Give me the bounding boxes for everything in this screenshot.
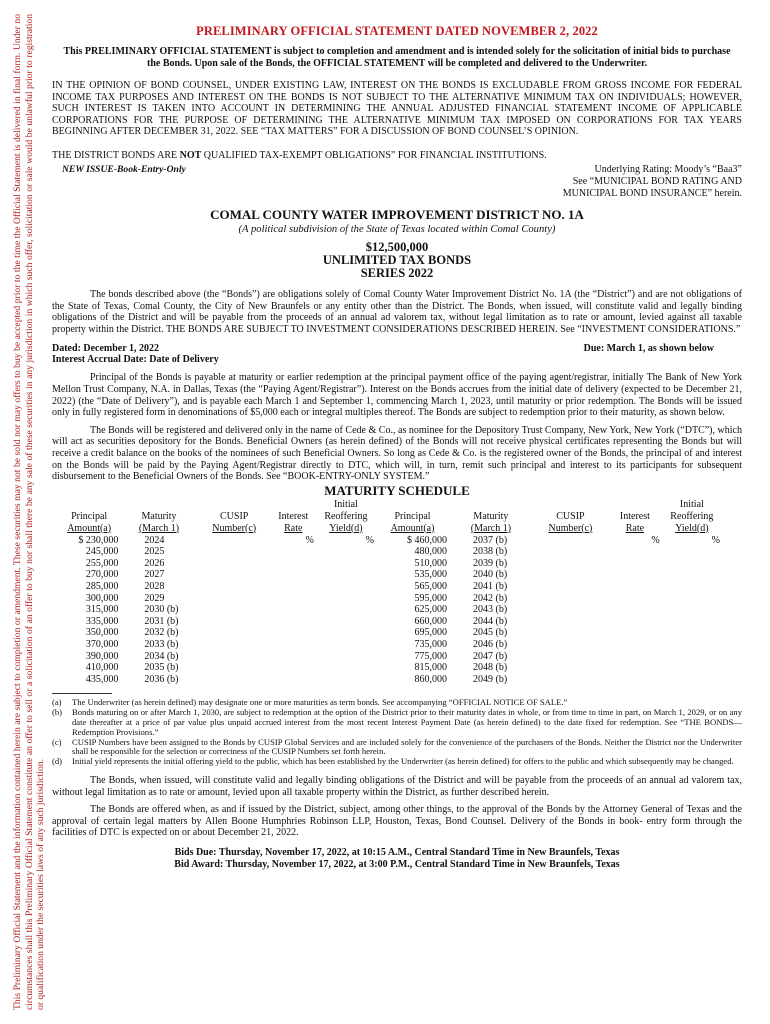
principal-amount-cell: 535,000 (414, 569, 448, 581)
principal-header: Principal (394, 510, 431, 522)
reoffering-yield-cell (662, 674, 722, 686)
cusip-cell (198, 535, 271, 547)
reoffering-yield-cell (662, 593, 722, 605)
redemption-note: (b) (495, 650, 508, 662)
principal-payment-paragraph: Principal of the Bonds is payable at maturity or earlier redemption at the principal payment office of the paying agent/registrar, initially The Bank of New York Mellon Trust Company, N.A. in Dallas, Texas (the “Paying Agent/Registrar”). Interest on the Bonds accrues from the initial date of delivery (expected to be December 21, 2022) (the “Date of Delivery”), and is payable each March 1 and September 1, commencing March 1, 2023, until maturity or prior redemption. The Bonds will be issued only in fully registered form in denominations of $5,000 each or integral multiples thereof. The Bonds are subject to redemption prior to their maturity, as shown below. (52, 372, 742, 419)
maturity-cell (449, 627, 533, 639)
maturity-year: 2048 (473, 662, 494, 674)
cusip-cell (533, 627, 608, 639)
bond-series: SERIES 2022 (360, 265, 434, 280)
cusip-cell (198, 662, 271, 674)
maturity-header: Maturity (473, 510, 509, 522)
maturity-cell (449, 546, 533, 558)
bond-amount: $12,500,000 (365, 239, 429, 254)
redemption-note: (b) (495, 592, 508, 604)
interest-rate-cell (271, 662, 316, 674)
maturity-subheader: (March 1) (470, 522, 512, 534)
interest-rate-cell (608, 674, 662, 686)
interest-rate-cell (608, 558, 662, 570)
table-row (58, 604, 722, 616)
rating-block (563, 164, 742, 200)
footnote-text: The Underwriter (as herein defined) may designate one or more maturities as term bonds. See accompanying “OFFICIAL NOTICE OF SALE.” (72, 697, 568, 708)
footnote-divider (52, 693, 112, 694)
reoffering-yield-cell (316, 662, 376, 674)
table-row (58, 639, 722, 651)
maturity-year: 2025 (144, 546, 165, 558)
rate-header: Interest (619, 510, 650, 522)
table-row (58, 535, 722, 547)
principal-amount-cell: 335,000 (85, 615, 119, 627)
cusip-cell (533, 651, 608, 663)
maturity-year: 2033 (144, 639, 165, 651)
tax-opinion-paragraph: IN THE OPINION OF BOND COUNSEL, UNDER EXISTING LAW, INTEREST ON THE BONDS IS EXCLUDABLE FROM GROSS INCOME FOR FEDERAL INCOME TAX PURPOSES AND INTEREST ON THE BONDS IS NOT SUBJECT TO THE ALTERNATIVE MINIMUM TAX ON INDIVIDUALS; HOWEVER, SUCH INTEREST IS TAKEN INTO ACCOUNT IN DETERMINING THE ANNUAL ADJUSTED FINANCIAL STATEMENT INCOME OF APPLICABLE CORPORATIONS FOR THE PURPOSE OF DETERMINING THE ALTERNATIVE MINIMUM TAX IMPOSED ON CORPORATIONS FOR TAX YEARS BEGINNING AFTER DECEMBER 31, 2022. SEE “TAX MATTERS” FOR A DISCUSSION OF BOND COUNSEL’S OPINION. (52, 80, 742, 138)
reoffering-yield-cell: % (365, 534, 374, 546)
cusip-header: CUSIP (556, 510, 585, 522)
redemption-note: (b) (495, 581, 508, 593)
reoffering-yield-cell (316, 616, 376, 628)
dates-row (52, 343, 742, 354)
reoffering-yield-cell (662, 651, 722, 663)
principal-amount-cell: 695,000 (414, 627, 448, 639)
cusip-cell (533, 593, 608, 605)
maturity-cell (120, 674, 197, 686)
reoffering-yield-cell (662, 581, 722, 593)
footnote-key: (d) (52, 756, 63, 767)
cusip-subheader: Number(c) (548, 522, 593, 534)
principal-amount-cell: 625,000 (414, 604, 448, 616)
principal-amount-cell: 245,000 (85, 546, 119, 558)
interest-rate-cell: % (305, 534, 314, 546)
redemption-note: (b) (166, 615, 179, 627)
maturity-table-body (58, 535, 722, 686)
maturity-cell (120, 569, 197, 581)
table-row (58, 593, 722, 605)
cusip-cell (533, 535, 608, 547)
principal-amount-cell: 565,000 (414, 581, 448, 593)
cusip-cell (198, 651, 271, 663)
footnote-text: Initial yield represents the initial offering yield to the public, which has been established by the Underwriter (as herein defined) for offers to the public and which subsequently may be changed. (72, 756, 734, 767)
redemption-note: (b) (495, 534, 508, 546)
yield-header-top: Initial (679, 498, 704, 510)
interest-rate-cell (608, 662, 662, 674)
cusip-cell (533, 604, 608, 616)
principal-amount-cell: 350,000 (85, 627, 119, 639)
table-row (58, 581, 722, 593)
redemption-note: (b) (495, 673, 508, 685)
new-issue-label: NEW ISSUE-Book-Entry-Only (62, 163, 186, 175)
maturity-subheader: (March 1) (138, 522, 180, 534)
maturity-cell (120, 581, 197, 593)
interest-rate-cell (271, 616, 316, 628)
maturity-cell (449, 593, 533, 605)
reoffering-yield-cell (662, 569, 722, 581)
cusip-cell (533, 616, 608, 628)
maturity-year: 2028 (144, 581, 165, 593)
maturity-year: 2044 (473, 615, 494, 627)
maturity-cell (120, 593, 197, 605)
side-disclaimer: This Preliminary Official Statement and the information contained herein are subject to completion or amendment. These securities may not be sold nor may offers to buy be accepted prior to the time the Official Statement is delivered in final form. Under no circumstances shall this Preliminary Official Statement constitute an offer to sell or a solicitation of an offer to buy nor shall there be any sale of these securities in any jurisdiction in which such offer, solicitation or sale would be unlawful prior to registration or qualification under the securities laws of any such jurisdiction. (12, 14, 46, 1010)
yield-header-top: Initial (333, 498, 358, 510)
cusip-cell (533, 558, 608, 570)
redemption-note: (b) (495, 627, 508, 639)
yield-subheader: Yield(d) (675, 522, 709, 534)
cusip-cell (533, 581, 608, 593)
maturity-cell (449, 604, 533, 616)
table-row (58, 546, 722, 558)
cusip-cell (533, 662, 608, 674)
table-row (58, 558, 722, 570)
not-qualified-emphasis: NOT (179, 149, 202, 161)
interest-rate-cell (608, 627, 662, 639)
maturity-cell (449, 639, 533, 651)
table-row (58, 651, 722, 663)
maturity-year: 2031 (144, 615, 165, 627)
principal-amount-cell: 370,000 (85, 639, 119, 651)
cusip-cell (533, 546, 608, 558)
rate-subheader: Rate (284, 522, 303, 534)
table-row (58, 569, 722, 581)
maturity-header: Maturity (141, 510, 177, 522)
principal-amount-cell: 255,000 (85, 557, 119, 569)
offered-paragraph: The Bonds are offered when, as and if issued by the District, subject, among other things, to the approval of the Bonds by the Attorney General of Texas and the approval of certain legal matters by Allen Boone Humphries Robinson LLP, Houston, Texas, Bond Counsel. Delivery of the Bonds in book- entry form through the facilities of DTC is expected on or about December 21, 2022. (52, 804, 742, 839)
issuer-subtitle: (A political subdivision of the State of Texas located within Comal County) (238, 223, 556, 235)
redemption-note: (b) (166, 627, 179, 639)
reoffering-yield-cell (662, 604, 722, 616)
maturity-cell (449, 535, 533, 547)
redemption-note: (b) (166, 604, 179, 616)
maturity-cell (449, 674, 533, 686)
interest-rate-cell (271, 627, 316, 639)
maturity-year: 2024 (144, 534, 165, 546)
interest-rate-cell (271, 581, 316, 593)
maturity-year: 2046 (473, 639, 494, 651)
footnote-text: CUSIP Numbers have been assigned to the Bonds by CUSIP Global Services and are included solely for the convenience of the purchasers of the Bonds. Neither the District nor the Underwriter shall be responsible for the selection or correctness of the CUSIP Numbers set forth herein. (72, 736, 742, 757)
principal-amount-cell: $ 460,000 (407, 534, 448, 546)
interest-rate-cell (271, 569, 316, 581)
payable-paragraph: The Bonds, when issued, will constitute valid and legally binding obligations of the District and will be payable from the proceeds of an annual ad valorem tax, without legal limitation as to rate or amount, levied upon all taxable property within the District, as further described herein. (52, 774, 742, 798)
maturity-cell (120, 558, 197, 570)
maturity-cell (449, 569, 533, 581)
yield-subheader: Yield(d) (329, 522, 363, 534)
maturity-cell (120, 535, 197, 547)
cusip-cell (198, 593, 271, 605)
reoffering-yield-cell (316, 674, 376, 686)
principal-amount-cell: $ 230,000 (78, 534, 119, 546)
maturity-cell (120, 627, 197, 639)
cusip-cell (198, 604, 271, 616)
maturity-cell (120, 662, 197, 674)
interest-rate-cell (608, 593, 662, 605)
dated-date: Dated: December 1, 2022 (52, 343, 160, 355)
cusip-cell (198, 569, 271, 581)
reoffering-yield-cell (662, 558, 722, 570)
interest-rate-cell (608, 581, 662, 593)
principal-amount-cell: 270,000 (85, 569, 119, 581)
reoffering-yield-cell: % (711, 534, 720, 546)
maturity-year: 2034 (144, 650, 165, 662)
footnote-key: (b) (52, 707, 63, 718)
rating-value: Moody’s “Baa3” (674, 163, 742, 175)
bids-due: Bids Due: Thursday, November 17, 2022, at 10:15 A.M., Central Standard Time in New Braunfels, Texas (174, 846, 620, 858)
principal-subheader: Amount(a) (390, 522, 435, 534)
principal-amount-cell: 735,000 (414, 639, 448, 651)
reoffering-yield-cell (316, 627, 376, 639)
principal-amount-cell: 480,000 (414, 546, 448, 558)
redemption-note: (b) (495, 615, 508, 627)
not-qualified-suffix: QUALIFIED TAX-EXEMPT OBLIGATIONS” FOR FINANCIAL INSTITUTIONS. (201, 149, 547, 161)
rate-header: Interest (278, 510, 309, 522)
redemption-note: (b) (495, 639, 508, 651)
redemption-note: (b) (495, 604, 508, 616)
interest-rate-cell (608, 569, 662, 581)
maturity-cell (449, 558, 533, 570)
maturity-year: 2037 (473, 534, 494, 546)
maturity-schedule-title: MATURITY SCHEDULE (324, 482, 470, 498)
interest-rate-cell (608, 546, 662, 558)
registration-paragraph: The Bonds will be registered and delivered only in the name of Cede & Co., as nominee for the Depository Trust Company, New York, New York (“DTC”), which will act as securities depository for the Bonds. Beneficial Owners (as herein defined) of the Bonds will not receive physical certificates representing the Bonds but will receive a credit balance on the books of the nominees of such Beneficial Owners. So long as Cede & Co. is the registered owner of the Bonds, the principal of and interest on the Bonds will be paid by the Paying Agent/Registrar directly to DTC, which will, in turn, remit such principal and interest to its participants for subsequent disbursement to the Beneficial Owners of the Bonds. See “BOOK-ENTRY-ONLY SYSTEM.” (52, 424, 742, 483)
interest-accrual-date: Interest Accrual Date: Date of Delivery (52, 354, 219, 366)
interest-rate-cell (271, 674, 316, 686)
table-header-row-1 (58, 499, 722, 511)
redemption-note: (b) (166, 650, 179, 662)
cusip-cell (533, 674, 608, 686)
rating-see-line: See “MUNICIPAL BOND RATING AND (572, 175, 742, 187)
cusip-cell (198, 581, 271, 593)
principal-amount-cell: 410,000 (85, 662, 119, 674)
maturity-year: 2038 (473, 546, 494, 558)
document-title: PRELIMINARY OFFICIAL STATEMENT DATED NOVEMBER 2, 2022 (196, 24, 598, 38)
maturity-year: 2036 (144, 673, 165, 685)
maturity-year: 2042 (473, 592, 494, 604)
principal-amount-cell: 315,000 (85, 604, 119, 616)
redemption-note: (b) (166, 639, 179, 651)
rating-see-line-2: MUNICIPAL BOND INSURANCE” herein. (562, 187, 742, 199)
reoffering-yield-cell (662, 546, 722, 558)
redemption-note: (b) (166, 662, 179, 674)
principal-amount-cell: 815,000 (414, 662, 448, 674)
maturity-cell (449, 581, 533, 593)
maturity-cell (449, 616, 533, 628)
bid-information (52, 847, 742, 870)
issuer-name: COMAL COUNTY WATER IMPROVEMENT DISTRICT NO. 1A (210, 206, 584, 222)
subject-to-completion-notice: This PRELIMINARY OFFICIAL STATEMENT is subject to completion and amendment and is intended solely for the solicitation of initial bids to purchase the Bonds. Upon sale of the Bonds, the OFFICIAL STATEMENT will be completed and delivered to the Underwriter. (63, 46, 731, 69)
yield-header-mid: Reoffering (324, 510, 368, 522)
official-statement-page (52, 24, 742, 870)
footnote-item (52, 738, 742, 758)
maturity-cell (449, 651, 533, 663)
issue-rating-row (52, 164, 742, 200)
rating-label: Underlying Rating: (594, 163, 675, 175)
table-row (58, 627, 722, 639)
interest-rate-cell (271, 593, 316, 605)
maturity-year: 2039 (473, 557, 494, 569)
reoffering-yield-cell (662, 616, 722, 628)
table-row (58, 674, 722, 686)
reoffering-yield-cell (316, 593, 376, 605)
interest-rate-cell (271, 558, 316, 570)
maturity-year: 2043 (473, 604, 494, 616)
cusip-cell (198, 674, 271, 686)
reoffering-yield-cell (316, 651, 376, 663)
interest-rate-cell (271, 639, 316, 651)
maturity-cell (120, 651, 197, 663)
principal-header: Principal (71, 510, 108, 522)
redemption-note: (b) (495, 662, 508, 674)
footnote-key: (c) (52, 736, 62, 747)
principal-amount-cell: 775,000 (414, 650, 448, 662)
maturity-schedule-table (58, 499, 722, 686)
footnotes (52, 698, 742, 767)
maturity-cell (120, 639, 197, 651)
reoffering-yield-cell (662, 627, 722, 639)
maturity-year: 2049 (473, 673, 494, 685)
interest-rate-cell: % (651, 534, 660, 546)
cusip-subheader: Number(c) (212, 522, 257, 534)
footnote-item (52, 708, 742, 737)
interest-rate-cell (271, 651, 316, 663)
table-row (58, 662, 722, 674)
cusip-cell (198, 558, 271, 570)
interest-rate-cell (608, 616, 662, 628)
reoffering-yield-cell (662, 639, 722, 651)
principal-amount-cell: 860,000 (414, 673, 448, 685)
bond-description-paragraph: The bonds described above (the “Bonds”) are obligations solely of Comal County Water Improvement District No. 1A (the “District”) and are not obligations of the State of Texas, Comal County, the City of New Braunfels or any entity other than the District. The Bonds, when issued, will constitute valid and legally binding obligations of the District and will be payable from the proceeds of an annual ad valorem tax, without legal limitation as to rate or amount, levied against all taxable property within the District. THE BONDS ARE SUBJECT TO INVESTMENT CONSIDERATIONS DESCRIBED HEREIN. See “INVESTMENT CONSIDERATIONS.” (52, 288, 742, 335)
not-qualified-statement (52, 150, 742, 161)
maturity-year: 2030 (144, 604, 165, 616)
maturity-year: 2035 (144, 662, 165, 674)
maturity-year: 2045 (473, 627, 494, 639)
interest-rate-cell (608, 639, 662, 651)
yield-header-mid: Reoffering (670, 510, 714, 522)
not-qualified-prefix: THE DISTRICT BONDS ARE (52, 149, 180, 161)
reoffering-yield-cell (316, 558, 376, 570)
footnote-text: Bonds maturing on or after March 1, 2030, are subject to redemption at the option of the District prior to their maturity dates in whole, or from time to time in part, on March 1, 2029, or on any date thereafter at a price of par value plus unpaid accrued interest from the most recent Interest Payment Date (as herein defined) to the date fixed for redemption. See “THE BONDS—Redemption Provisions.” (72, 707, 742, 737)
reoffering-yield-cell (316, 639, 376, 651)
bond-type: UNLIMITED TAX BONDS (322, 252, 472, 267)
principal-amount-cell: 435,000 (85, 673, 119, 685)
cusip-cell (198, 616, 271, 628)
cusip-cell (198, 546, 271, 558)
table-row (58, 616, 722, 628)
interest-rate-cell (608, 651, 662, 663)
cusip-cell (533, 569, 608, 581)
principal-amount-cell: 285,000 (85, 581, 119, 593)
principal-amount-cell: 595,000 (414, 592, 448, 604)
table-header-row-3 (58, 523, 722, 535)
maturity-year: 2026 (144, 557, 165, 569)
redemption-note: (b) (495, 569, 508, 581)
principal-amount-cell: 300,000 (85, 592, 119, 604)
maturity-year: 2047 (473, 650, 494, 662)
principal-amount-cell: 510,000 (414, 557, 448, 569)
reoffering-yield-cell (316, 604, 376, 616)
reoffering-yield-cell (662, 662, 722, 674)
interest-rate-cell (608, 604, 662, 616)
redemption-note: (b) (166, 673, 179, 685)
reoffering-yield-cell (316, 546, 376, 558)
principal-amount-cell: 390,000 (85, 650, 119, 662)
maturity-year: 2029 (144, 592, 165, 604)
footnote-key: (a) (52, 697, 62, 708)
cusip-cell (198, 627, 271, 639)
interest-rate-cell (271, 604, 316, 616)
reoffering-yield-cell (316, 581, 376, 593)
maturity-year: 2027 (144, 569, 165, 581)
maturity-year: 2032 (144, 627, 165, 639)
cusip-cell (198, 639, 271, 651)
rate-subheader: Rate (625, 522, 645, 534)
bid-award: Bid Award: Thursday, November 17, 2022, at 3:00 P.M., Central Standard Time in New Braunfels, Texas (174, 858, 620, 870)
principal-subheader: Amount(a) (67, 522, 112, 534)
footnote-item (52, 757, 742, 767)
redemption-note: (b) (495, 546, 508, 558)
maturity-year: 2040 (473, 569, 494, 581)
reoffering-yield-cell (316, 569, 376, 581)
principal-amount-cell: 660,000 (414, 615, 448, 627)
bond-title-block (52, 241, 742, 280)
interest-rate-cell (271, 546, 316, 558)
maturity-cell (120, 604, 197, 616)
redemption-note: (b) (495, 557, 508, 569)
maturity-cell (120, 616, 197, 628)
cusip-header: CUSIP (220, 510, 249, 522)
due-date: Due: March 1, as shown below (583, 343, 714, 355)
maturity-year: 2041 (473, 581, 494, 593)
cusip-cell (533, 639, 608, 651)
maturity-cell (449, 662, 533, 674)
maturity-cell (120, 546, 197, 558)
table-header-row-2 (58, 511, 722, 523)
